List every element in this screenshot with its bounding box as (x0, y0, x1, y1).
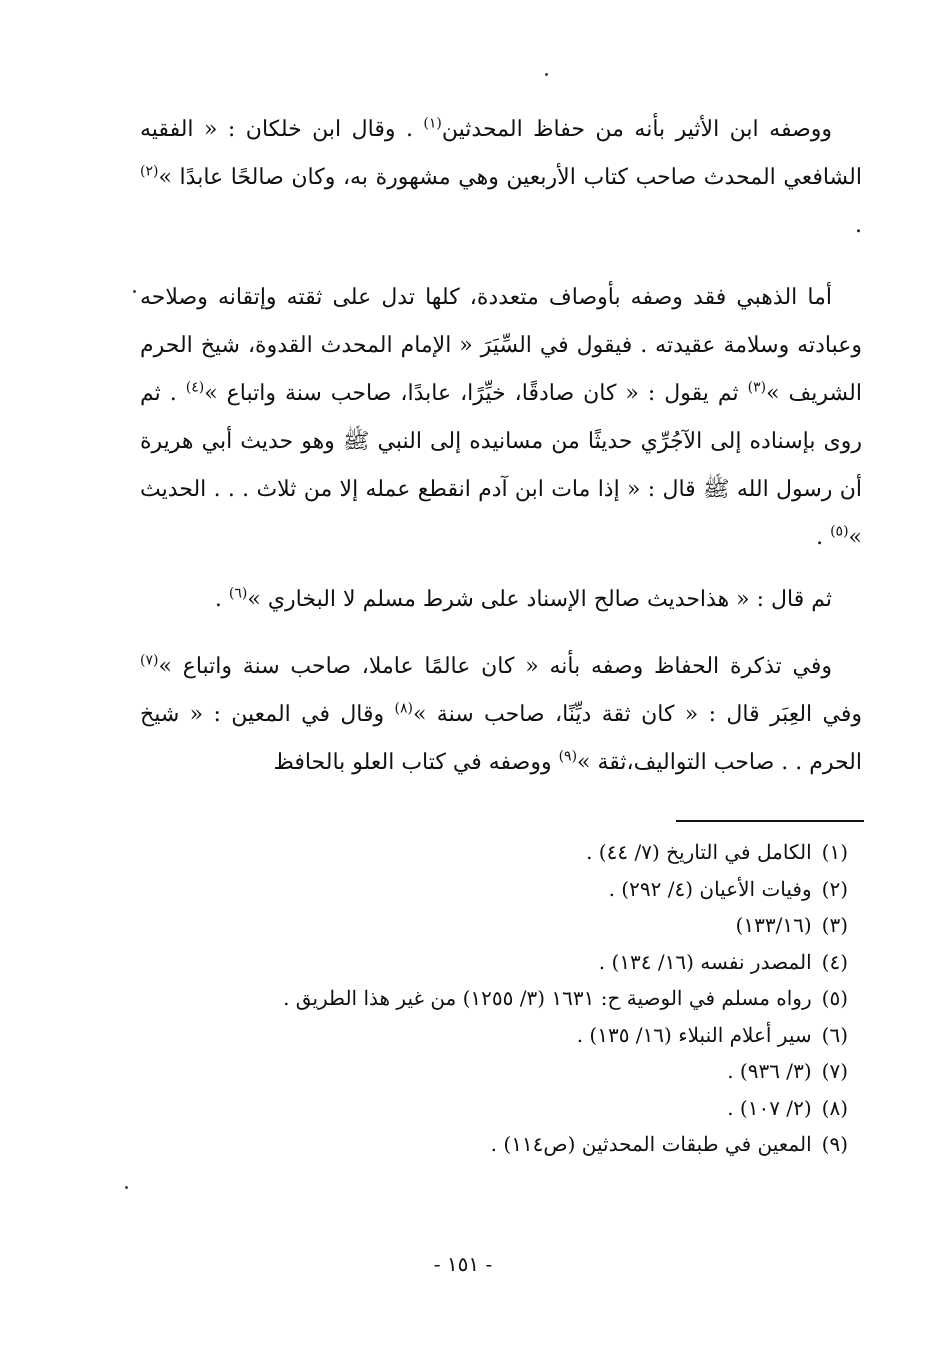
paragraph-4 (140, 643, 862, 787)
text-segment: أما الذهبي فقد وصفه بأوصاف متعددة، كلها تدل على ثقته وإتقانه وصلاحه وعبادته وسلامة عقيدته . فيقول في السِّيَرَ « الإمام المحدث القدوة، شيخ الحرم الشريف » (140, 285, 862, 406)
footnote-item (128, 1126, 848, 1163)
footnote-item (128, 834, 848, 871)
footnote-item (128, 907, 848, 944)
footnote-ref-4: (٤) (185, 379, 205, 396)
footnote-separator (676, 820, 864, 822)
scan-speck (545, 73, 548, 76)
footnote-number: (٩) (821, 1132, 848, 1156)
footnote-text: المصدر نفسه (١٦/ ١٣٤) . (598, 949, 812, 974)
footnote-number: (٧) (821, 1059, 848, 1083)
footnote-ref-3: (٣) (747, 379, 767, 396)
footnote-number: (٢) (821, 876, 848, 901)
scan-speck (133, 290, 136, 293)
text-segment: . وقال ابن خلكان : « الفقيه الشافعي المحدث صاحب كتاب الأربعين وهي مشهورة به، وكان صالحًا عابدًا » (140, 117, 862, 190)
page-number: - ١٥١ - (433, 1252, 493, 1276)
footnote-number: (٦) (821, 1022, 848, 1047)
footnote-item (128, 1017, 848, 1054)
paragraph-3 (140, 576, 862, 624)
footnote-number: (٨) (821, 1095, 848, 1120)
footnote-text: سير أعلام النبلاء (١٦/ ١٣٥) . (576, 1022, 812, 1047)
footnote-ref-5: (٥) (830, 523, 849, 540)
footnote-ref-7: (٧) (140, 652, 159, 669)
footnote-ref-2: (٢) (140, 163, 159, 180)
footnote-number: (٣) (821, 913, 848, 937)
footnote-ref-6: (٦) (228, 585, 248, 602)
footnote-text: (٢/ ١٠٧) . (727, 1095, 812, 1120)
text-segment: وفي تذكرة الحفاظ وصفه بأنه « كان عالمًا عاملا، صاحب سنة واتباع » (158, 654, 832, 679)
paragraph-2 (140, 274, 862, 562)
paragraph-text (140, 643, 862, 787)
text-segment: ثم قال : « هذاحديث صالح الإسناد على شرط مسلم لا البخاري » (247, 587, 832, 612)
footnote-item (128, 871, 848, 908)
footnote-text: وفيات الأعيان (٤/ ٢٩٢) . (608, 876, 812, 901)
footnote-text: رواه مسلم في الوصية ح: ١٦٣١ (٣/ ١٢٥٥) من غير هذا الطريق . (283, 986, 812, 1010)
paragraph-text (140, 576, 862, 624)
footnotes-list (128, 834, 848, 1163)
footnote-ref-9: (٩) (558, 748, 578, 765)
footnote-text: (١٣٣/١٦) (735, 913, 812, 937)
footnote-item (128, 1090, 848, 1127)
footnote-ref-8: (٨) (394, 700, 413, 717)
footnote-text: (٣/ ٩٣٦) . (727, 1059, 812, 1083)
footnote-item (128, 980, 848, 1017)
paragraph-1 (140, 106, 862, 250)
footnote-number: (١) (821, 840, 848, 864)
footnote-ref-1: (١) (423, 115, 442, 132)
footnote-item (128, 1053, 848, 1090)
text-segment: . (855, 213, 862, 238)
footnote-item (128, 944, 848, 981)
paragraph-text (140, 106, 862, 250)
text-segment: ووصفه في كتاب العلو بالحافظ (273, 750, 559, 775)
text-segment: وقال في المعين : « شيخ الحرم . . صاحب التواليف،ثقة » (140, 702, 862, 775)
footnote-number: (٥) (821, 986, 848, 1010)
text-segment: ثم يقول : « كان صادقًا، خيِّرًا، عابدًا، صاحب سنة واتباع » (204, 381, 748, 406)
footnote-number: (٤) (821, 949, 848, 974)
paragraph-text (140, 274, 862, 562)
text-segment: وفي العِبَر قال : « كان ثقة ديِّنًا، صاحب سنة » (412, 702, 862, 727)
text-segment: ووصفه ابن الأثير بأنه من حفاظ المحدثين (441, 117, 832, 142)
text-segment: . ثم روى بإسناده إلى الآجُرِّي حديثًا من مسانيده إلى النبي ﷺ وهو حديث أبي هريرة أن رسول الله ﷺ قال : « إذا مات ابن آدم انقطع عمله إلا من ثلاث . . . الحديث » (140, 381, 862, 550)
text-segment: . (816, 525, 831, 550)
text-segment: . (214, 587, 229, 612)
footnote-text: الكامل في التاريخ (٧/ ٤٤) . (586, 840, 812, 864)
scan-speck (125, 1186, 128, 1189)
footnote-text: المعين في طبقات المحدثين (ص١١٤) . (490, 1132, 812, 1156)
